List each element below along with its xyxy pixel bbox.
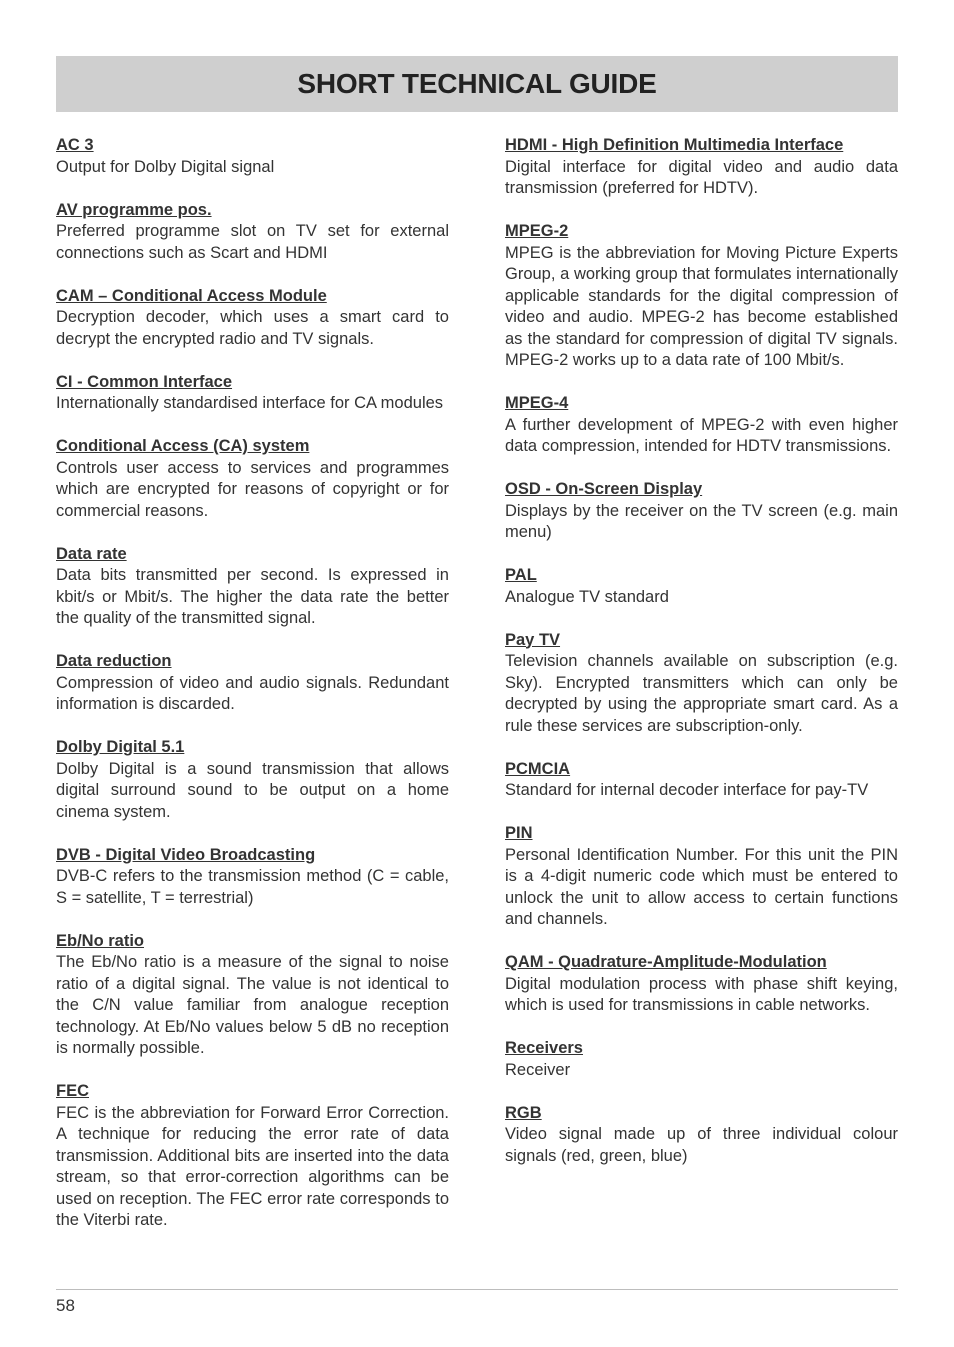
- glossary-entry: [56, 286, 449, 351]
- glossary-term: MPEG-4: [505, 394, 569, 412]
- glossary-definition: Analogue TV standard: [505, 587, 669, 606]
- glossary-term: Data rate: [56, 544, 127, 563]
- glossary-entry: [505, 630, 898, 738]
- glossary-definition: Controls user access to services and programmes which are encrypted for reasons of copyright or for commercial reasons.: [56, 458, 449, 520]
- glossary-entry: [505, 221, 898, 372]
- glossary-term: AC 3: [56, 136, 94, 154]
- glossary-entry: [56, 651, 449, 716]
- glossary-term: Receivers: [505, 1039, 583, 1057]
- glossary-definition: Decryption decoder, which uses a smart card to decrypt the encrypted radio and TV signals.: [56, 308, 449, 348]
- page-number: 58: [56, 1296, 75, 1315]
- glossary-definition: FEC is the abbreviation for Forward Error Correction. A technique for reducing the error rate of data transmission. Additional bits are inserted into the data stream, so that error-correction algorithms can be used on reception. The FEC error rate corresponds to the Viterbi rate.: [56, 1103, 449, 1229]
- glossary-definition: A further development of MPEG-2 with even higher data compression, intended for HDTV transmissions.: [505, 415, 898, 455]
- glossary-term: CI - Common Interface: [56, 372, 233, 391]
- footer-divider: [56, 1289, 898, 1290]
- left-column: [56, 135, 449, 1253]
- glossary-term: PCMCIA: [505, 759, 571, 778]
- title-banner: [56, 56, 898, 112]
- glossary-term: QAM - Quadrature-Amplitude-Modulation: [505, 953, 827, 971]
- glossary-entry: [56, 200, 449, 265]
- glossary-definition: Digital interface for digital video and audio data transmission (preferred for HDTV).: [505, 157, 898, 197]
- glossary-entry: [56, 1081, 449, 1232]
- glossary-definition: The Eb/No ratio is a measure of the signal to noise ratio of a digital signal. The value is not identical to the C/N value familiar from analogue reception technology. At Eb/No values below 5 dB no reception is normally possible.: [56, 953, 449, 1057]
- glossary-term: CAM – Conditional Access Module: [56, 286, 327, 305]
- glossary-entry: [505, 952, 898, 1017]
- glossary-entry: [505, 565, 898, 608]
- glossary-definition: Compression of video and audio signals. Redundant information is discarded.: [56, 673, 449, 713]
- glossary-definition: Television channels available on subscription (e.g. Sky). Encrypted transmitters which can only be decrypted by using the appropriate smart card. As a rule these services are subscription-only.: [505, 652, 898, 735]
- glossary-term: AV programme pos.: [56, 200, 212, 219]
- glossary-definition: MPEG is the abbreviation for Moving Picture Experts Group, a working group that formulates internationally applicable standards for the digital compression of video and audio. MPEG-2 has become established as the standard for compression of digital TV signals. MPEG-2 works up to a data rate of 100 Mbit/s.: [505, 243, 898, 369]
- glossary-entry: [56, 544, 449, 630]
- glossary-entry: [505, 135, 898, 200]
- glossary-term: Dolby Digital 5.1: [56, 738, 185, 756]
- glossary-term: PAL: [505, 566, 537, 584]
- glossary-entry: [56, 845, 449, 910]
- glossary-definition: Dolby Digital is a sound transmission that allows digital surround sound to be output on a home cinema system.: [56, 759, 449, 821]
- glossary-definition: Data bits transmitted per second. Is expressed in kbit/s or Mbit/s. The higher the data rate the better the quality of the transmitted signal.: [56, 566, 449, 627]
- glossary-term: PIN: [505, 824, 533, 842]
- glossary-term: Conditional Access (CA) system: [56, 437, 310, 455]
- glossary-term: HDMI - High Definition Multimedia Interface: [505, 136, 844, 154]
- page-title: SHORT TECHNICAL GUIDE: [297, 68, 657, 99]
- glossary-term: Pay TV: [505, 630, 561, 649]
- glossary-definition: Personal Identification Number. For this unit the PIN is a 4-digit numeric code which must be entered to unlock the unit to allow access to certain functions and channels.: [505, 845, 898, 928]
- glossary-entry: [505, 1103, 898, 1168]
- glossary-definition: DVB-C refers to the transmission method (C = cable, S = satellite, T = terrestrial): [56, 867, 449, 907]
- glossary-definition: Video signal made up of three individual colour signals (red, green, blue): [505, 1125, 898, 1165]
- glossary-term: OSD - On-Screen Display: [505, 480, 703, 498]
- glossary-entry: [56, 135, 449, 178]
- glossary-term: Data reduction: [56, 652, 172, 670]
- glossary-entry: [56, 737, 449, 823]
- glossary-definition: Displays by the receiver on the TV screen (e.g. main menu): [505, 501, 898, 541]
- glossary-definition: Preferred programme slot on TV set for external connections such as Scart and HDMI: [56, 222, 449, 262]
- glossary-definition: Standard for internal decoder interface for pay-TV: [505, 781, 869, 799]
- glossary-entry: [56, 931, 449, 1060]
- glossary-term: RGB: [505, 1103, 542, 1122]
- glossary-entry: [56, 372, 449, 415]
- glossary-entry: [505, 479, 898, 544]
- glossary-term: Eb/No ratio: [56, 931, 145, 950]
- glossary-entry: [56, 436, 449, 522]
- right-column: [505, 135, 898, 1189]
- glossary-term: MPEG-2: [505, 222, 569, 240]
- glossary-term: DVB - Digital Video Broadcasting: [56, 845, 316, 864]
- glossary-definition: Digital modulation process with phase shift keying, which is used for transmissions in cable networks.: [505, 974, 898, 1014]
- glossary-term: FEC: [56, 1082, 89, 1100]
- glossary-entry: [505, 759, 898, 802]
- glossary-entry: [505, 823, 898, 931]
- glossary-entry: [505, 1038, 898, 1081]
- glossary-entry: [505, 393, 898, 458]
- glossary-definition: Receiver: [505, 1060, 571, 1079]
- glossary-definition: Internationally standardised interface for CA modules: [56, 394, 444, 412]
- glossary-definition: Output for Dolby Digital signal: [56, 157, 275, 176]
